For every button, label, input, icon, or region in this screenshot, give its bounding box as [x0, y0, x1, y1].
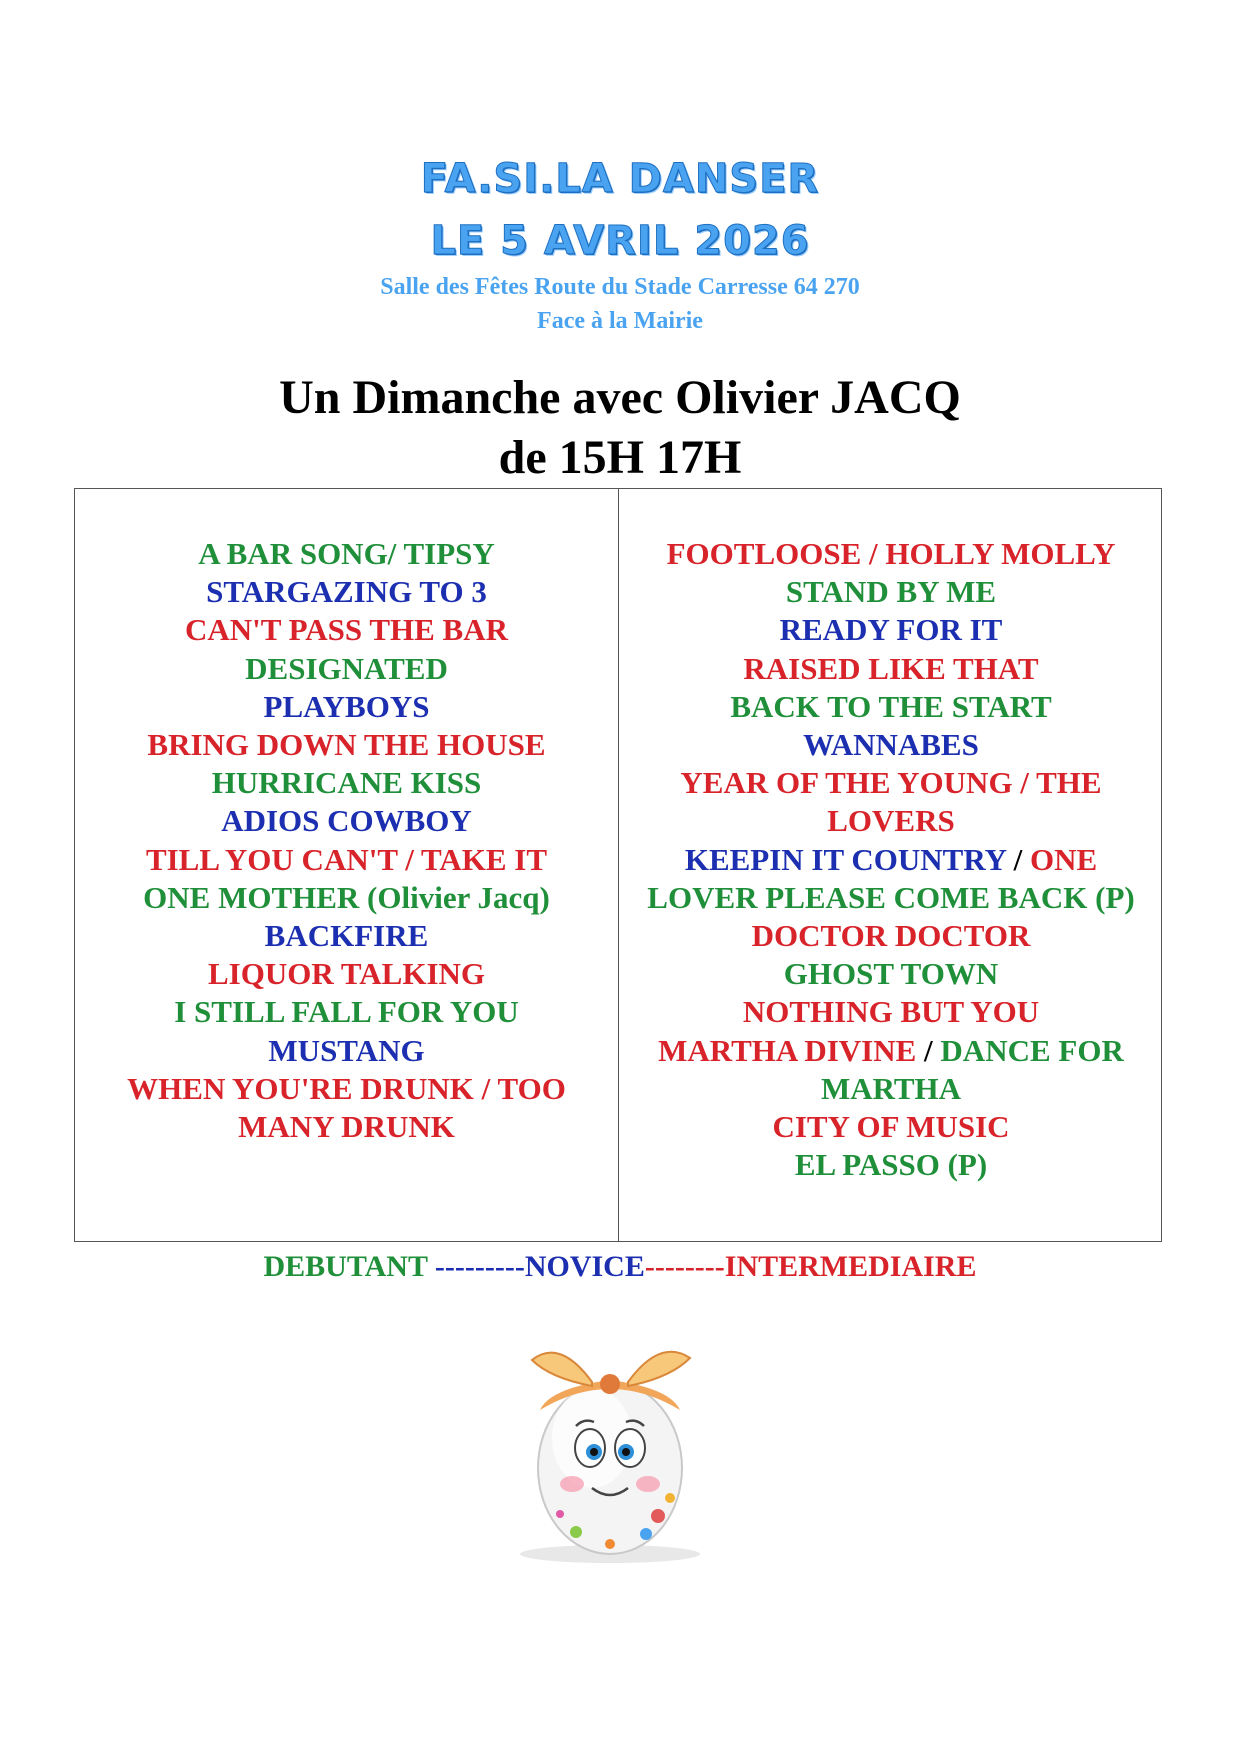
song-item [619, 1032, 1163, 1070]
song-item: EL PASSO (P) [794, 1147, 988, 1183]
song-item: STARGAZING TO 3 [206, 574, 487, 610]
song-item: TILL YOU CAN'T / TAKE IT [145, 841, 548, 877]
song-item: I STILL FALL FOR YOU [174, 994, 519, 1030]
headline: Un Dimanche avec Olivier JACQ [279, 371, 961, 424]
song-item: PLAYBOYS [263, 688, 430, 724]
song-separator: / [1005, 841, 1030, 877]
song-item: RAISED LIKE THAT [743, 650, 1039, 686]
easter-egg-illustration [480, 1318, 740, 1578]
song-item: BACK TO THE START [730, 688, 1052, 724]
song-item: DESIGNATED [245, 650, 448, 686]
playlist-table [74, 488, 1162, 1242]
schedule-time: de 15H 17H [498, 431, 742, 484]
song-item: READY FOR IT [779, 612, 1003, 648]
song-item: BACKFIRE [264, 918, 429, 954]
song-item [619, 841, 1163, 879]
song-item: DOCTOR DOCTOR [751, 918, 1031, 954]
event-title: FA.SI.LA DANSER [420, 156, 820, 202]
song-part: MARTHA DIVINE [658, 1032, 917, 1068]
song-item: NOTHING BUT YOU [742, 994, 1040, 1030]
song-item: A BAR SONG/ TIPSY [198, 536, 495, 571]
venue-address: Salle des Fêtes Route du Stade Carresse 64 270 [380, 274, 860, 300]
song-separator: / [916, 1032, 941, 1068]
legend-intermediaire: INTERMEDIAIRE [724, 1250, 977, 1283]
venue-note: Face à la Mairie [537, 308, 703, 334]
song-item: WANNABES [803, 727, 979, 763]
song-item: YEAR OF THE YOUNG / THE [680, 765, 1102, 801]
song-item: CAN'T PASS THE BAR [184, 612, 508, 648]
song-part: ONE [1029, 841, 1098, 877]
song-item: WHEN YOU'RE DRUNK / TOO [127, 1070, 566, 1106]
song-item: CITY OF MUSIC [772, 1109, 1010, 1145]
song-item: ADIOS COWBOY [221, 803, 472, 839]
song-item: MANY DRUNK [238, 1109, 455, 1145]
song-item: GHOST TOWN [783, 956, 999, 992]
legend-debutant: DEBUTANT [263, 1250, 435, 1283]
left-playlist-column [75, 535, 618, 1146]
event-date: LE 5 AVRIL 2026 [430, 218, 810, 264]
song-part: KEEPIN IT COUNTRY [684, 841, 1006, 877]
song-item: STAND BY ME [785, 574, 997, 610]
right-playlist-column [619, 535, 1163, 1184]
song-item: LOVERS [827, 803, 955, 839]
legend-separator: --------- [434, 1250, 525, 1283]
level-legend [0, 1250, 1240, 1284]
song-item: MARTHA [820, 1070, 962, 1106]
song-item: LOVER PLEASE COME BACK (P) [647, 879, 1135, 915]
song-item: BRING DOWN THE HOUSE [147, 727, 546, 763]
song-item: LIQUOR TALKING [207, 956, 486, 992]
song-item: HURRICANE KISS [211, 765, 482, 801]
song-item: ONE MOTHER (Olivier Jacq) [143, 879, 550, 915]
song-item: MUSTANG [268, 1032, 425, 1068]
legend-separator: -------- [644, 1250, 725, 1283]
song-item: FOOTLOOSE / HOLLY MOLLY [666, 536, 1116, 571]
legend-novice: NOVICE [524, 1250, 645, 1283]
song-part: DANCE FOR [940, 1032, 1124, 1068]
